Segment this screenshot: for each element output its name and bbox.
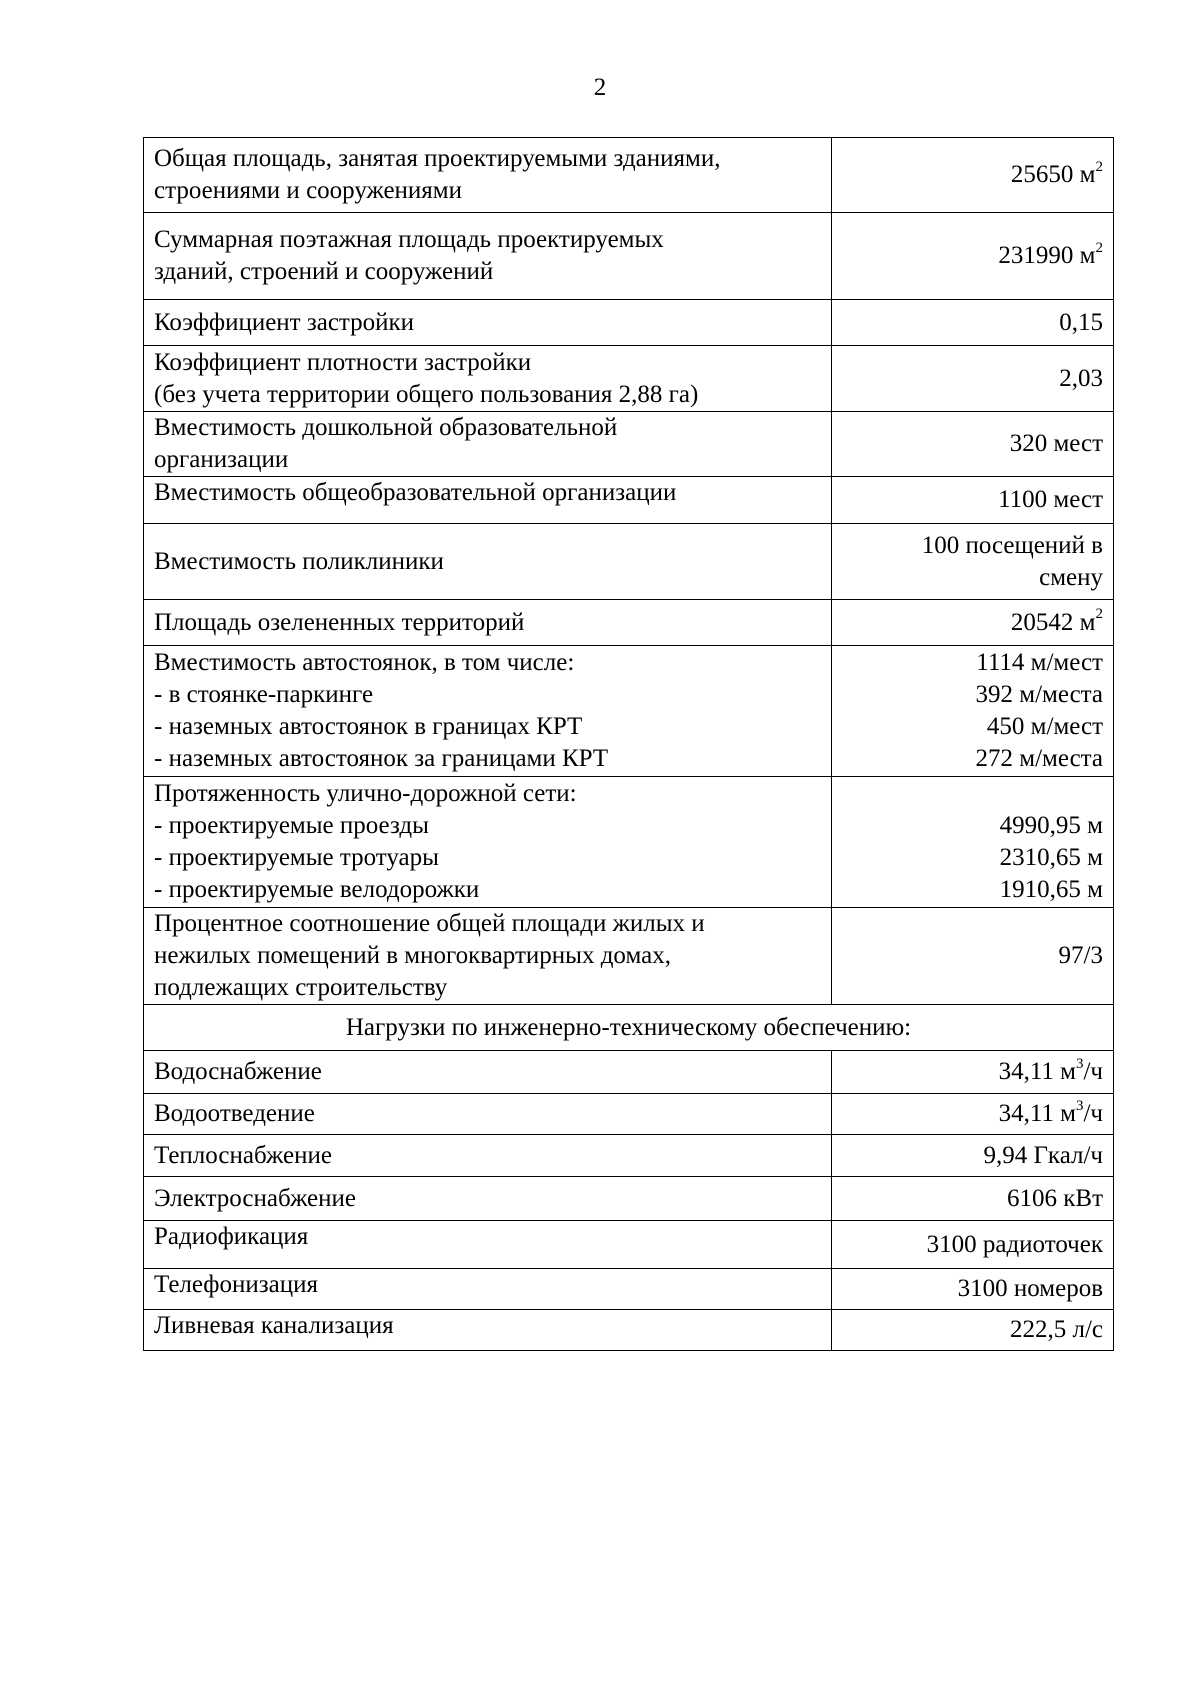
- row-label: Суммарная поэтажная площадь проектируемых зданий, строений и сооружений: [144, 213, 832, 300]
- row-value: 0,15: [832, 300, 1114, 346]
- table-row: [144, 908, 1114, 1005]
- table-row: [144, 1177, 1114, 1221]
- row-label: Радиофикация: [144, 1221, 832, 1269]
- table-row: [144, 138, 1114, 213]
- row-label: Общая площадь, занятая проектируемыми зданиями, строениями и сооружениями: [144, 138, 832, 213]
- row-value: 1114 м/мест 392 м/места 450 м/мест 272 м/места: [832, 646, 1114, 777]
- row-label: Электроснабжение: [144, 1177, 832, 1221]
- row-label: Протяженность улично-дорожной сети: - проектируемые проезды - проектируемые тротуары - проектируемые велодорожки: [144, 777, 832, 908]
- table-row: [144, 1310, 1114, 1351]
- row-value: 100 посещений в смену: [832, 524, 1114, 600]
- table-row: [144, 213, 1114, 300]
- row-value: 97/3: [832, 908, 1114, 1005]
- parameters-table: [143, 137, 1114, 1351]
- row-value: 9,94 Гкал/ч: [832, 1135, 1114, 1177]
- row-label: Вместимость дошкольной образовательной организации: [144, 412, 832, 477]
- row-value: 2,03: [832, 346, 1114, 412]
- row-value: 25650 $м^2$: [832, 138, 1114, 213]
- row-value: 3100 номеров: [832, 1269, 1114, 1310]
- table-row: [144, 1269, 1114, 1310]
- table-row: [144, 346, 1114, 412]
- section-title: Нагрузки по инженерно-техническому обеспечению:: [144, 1005, 1114, 1051]
- row-value: 34,11 $м^3/ч$: [832, 1051, 1114, 1094]
- row-label: Водоснабжение: [144, 1051, 832, 1094]
- row-label: Ливневая канализация: [144, 1310, 832, 1351]
- row-label: Вместимость автостоянок, в том числе: - в стоянке-паркинге - наземных автостоянок в границах КРТ - наземных автостоянок за границами КРТ: [144, 646, 832, 777]
- row-label: Водоотведение: [144, 1094, 832, 1135]
- table-row: [144, 300, 1114, 346]
- row-label: Вместимость поликлиники: [144, 524, 832, 600]
- table-row: [144, 646, 1114, 777]
- row-value: 222,5 л/с: [832, 1310, 1114, 1351]
- row-value: 20542 $м^2$: [832, 600, 1114, 646]
- table-row: [144, 777, 1114, 908]
- row-label: Телефонизация: [144, 1269, 832, 1310]
- row-label: Коэффициент плотности застройки (без учета территории общего пользования 2,88 га): [144, 346, 832, 412]
- table-row: [144, 412, 1114, 477]
- row-label: Площадь озелененных территорий: [144, 600, 832, 646]
- row-value: 4990,95 м 2310,65 м 1910,65 м: [832, 777, 1114, 908]
- row-value: 231990 $м^2$: [832, 213, 1114, 300]
- table-row: [144, 1221, 1114, 1269]
- row-value: 320 мест: [832, 412, 1114, 477]
- row-value: 1100 мест: [832, 477, 1114, 524]
- row-label: Теплоснабжение: [144, 1135, 832, 1177]
- table-row: [144, 600, 1114, 646]
- section-header-row: [144, 1005, 1114, 1051]
- page-number: 2: [593, 74, 607, 101]
- table-row: [144, 1135, 1114, 1177]
- row-label: Коэффициент застройки: [144, 300, 832, 346]
- row-label: Процентное соотношение общей площади жилых и нежилых помещений в многоквартирных домах, подлежащих строительству: [144, 908, 832, 1005]
- table-row: [144, 477, 1114, 524]
- row-label: Вместимость общеобразовательной организации: [144, 477, 832, 524]
- table-row: [144, 1051, 1114, 1094]
- table-row: [144, 524, 1114, 600]
- row-value: 34,11 $м^3/ч$: [832, 1094, 1114, 1135]
- row-value: 6106 кВт: [832, 1177, 1114, 1221]
- row-value: 3100 радиоточек: [832, 1221, 1114, 1269]
- table-row: [144, 1094, 1114, 1135]
